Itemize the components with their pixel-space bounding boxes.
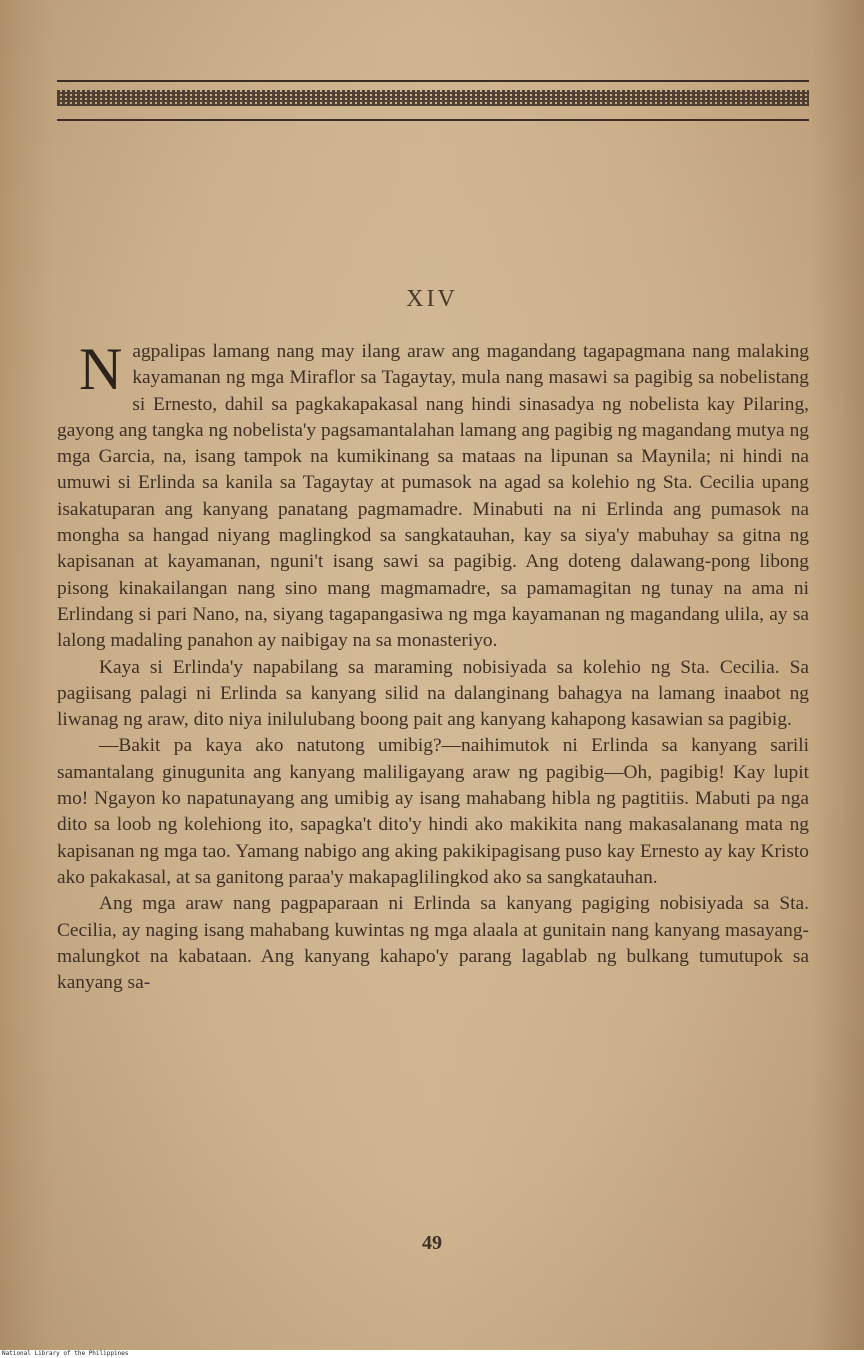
header-ornament-band: [57, 90, 809, 106]
header-rule-bottom: [57, 119, 809, 121]
library-credit: National Library of the Philippines: [2, 1350, 129, 1357]
paragraph-1-text: agpalipas lamang nang may ilang araw ang magandang tagapagmana nang malaking kayamanan ng mga Miraflor sa Tagaytay, mula nang masawi sa pagibig sa nobelistang si Ernesto, dahil sa pagkakapakasal nang hindi sinasadya ng nobelista kay Pilaring, gayong ang tangka ng nobelista'y pagsamantalahan lamang ang pagibig ng magandang mutya ng mga Garcia, na, isang tampok na kumikinang sa mataas na lipunan sa Maynila; ni hindi na umuwi si Erlinda sa kanila sa Tagaytay at pumasok na agad sa kolehio ng Sta. Cecilia upang isakatuparan ang kanyang panatang pagmamadre. Minabuti na ni Erlinda ang pumasok na mongha sa hangad niyang maglingkod sa sangkatauhan, kay sa siya'y mabuhay sa gitna ng kapisanan at kayamanan, nguni't isang sawi sa pagibig. Ang doteng dalawang-pong libong pisong kinakailangan nang sino mang magmamadre, sa pamamagitan ng tunay na ama ni Erlindang si pari Nano, na, siyang tagapangasiwa ng mga kayamanan ng magandang ulila, ay sa lalong madaling panahon ay naibigay na sa monasteriyo.: [57, 341, 809, 652]
paragraph-4: Ang mga araw nang pagpaparaan ni Erlinda sa kanyang pagiging nobisiyada sa Sta. Cecilia, ay naging isang mahabang kuwintas ng mga alaala at gunitain nang kanyang masayang-malungkot na kabataan. Ang kanyang kahapo'y parang lagablab ng bulkang tumutupok sa kanyang sa-: [57, 893, 809, 994]
drop-cap: N: [79, 336, 123, 402]
chapter-heading: XIV: [406, 286, 458, 312]
footer-strip: [0, 1350, 864, 1358]
body-text: [57, 336, 809, 996]
paragraph-1: [57, 336, 809, 655]
header-rule-top: [57, 80, 809, 82]
paragraph-3: —Bakit pa kaya ako natutong umibig?—naihimutok ni Erlinda sa kanyang sarili samantalang ginugunita ang kanyang maliligayang araw ng pagibig—Oh, pagibig! Kay lupit mo! Ngayon ko napatunayang ang umibig ay isang mahabang hibla ng pagtitiis. Mabuti pa nga dito sa loob ng kolehiong ito, sapagka't dito'y hindi ako makikita nang makasalanang mata ng kapisanan ng mga tao. Yamang nabigo ang aking pakikipagisang puso kay Ernesto ay kay Kristo ako pakakasal, at sa ganitong paraa'y makapaglilingkod ako sa sangkatauhan.: [57, 735, 809, 888]
paragraph-2: Kaya si Erlinda'y napabilang sa maraming nobisiyada sa kolehio ng Sta. Cecilia. Sa pagiisang palagi ni Erlinda sa kanyang silid na dalanginang bahagya na lamang inaabot ng liwanag ng araw, dito niya inilulubang boong pait ang kanyang kahapong kasawian sa pagibig.: [57, 656, 809, 731]
page-number: 49: [422, 1232, 442, 1254]
